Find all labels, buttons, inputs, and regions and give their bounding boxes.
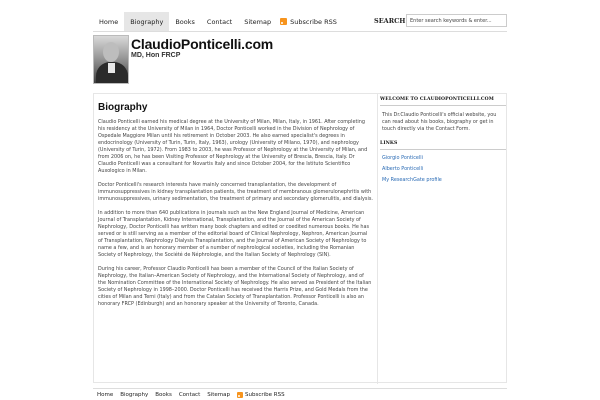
footer-nav-books[interactable]: Books	[155, 392, 172, 398]
bio-paragraph-2: Doctor Ponticelli's research interests have mainly concerned transplantation, the development of immunosuppressives in kidney transplantation patients, the treatment of membranous glomerulonephritis with immunosuppressives, urinary sedimentation, the treatment of primary and secondary glomerulitis, and dialysis.	[98, 182, 373, 202]
welcome-widget-text: This Dr.Claudio Ponticelli's official website, you can read about his books, biography or get in touch directly via the Contact Form.	[382, 112, 497, 132]
footer-navigation	[97, 392, 292, 398]
site-subtitle: MD, Hon FRCP	[131, 52, 181, 59]
sidebar	[380, 97, 506, 183]
content-area	[93, 93, 507, 383]
bio-paragraph-4: During his career, Professor Claudio Ponticelli has been a member of the Council of the Italian Society of Nephrology, the Italian–American Society of Nephrology, and the International Society of Nephrology, and of the Nomination Committee of the International Society of Nephrology. He also served as President of the Italian Society of Nephrology in 1998–2000. Doctor Ponticelli has received the Harris Prize, and Gold Medals from the cities of Milan and Terni (Italy) and from the Catalan Society of Transplantation. Professor Ponticelli is also an honorary FRCP (Edinburgh) and an honorary speaker at the University of Toronto, Canada.	[98, 266, 372, 307]
links-widget-title: LINKS	[380, 141, 506, 150]
link-giorgio-ponticelli[interactable]: Giorgio Ponticelli	[382, 155, 423, 161]
nav-contact[interactable]: Contact	[206, 17, 233, 26]
portrait-collar	[108, 63, 115, 73]
nav-biography[interactable]: Biography	[124, 12, 169, 31]
rss-icon	[280, 18, 287, 25]
bio-paragraph-3: In addition to more than 640 publications in journals such as the New England Journal of Medicine, American Journal of Transplantation, Kidney International, Transplantation, and the Journal of the American Society of Nephrology, Doctor Ponticelli has written many book chapters and edited or coedited numerous books. He has served or is still serving as a member of the editorial board of Clinical Nephrology, Nephron, American Journal of Transplantation, Nephrology Dialysis Transplantation, and the Journal of American Society of Nephrology to name a few, and is an honorary member of a number of nephrological societies, including the Romanian Society of Nephrology, the Société de Néphrologie, and the Italian Society of Nephrology (SIN).	[98, 210, 370, 258]
footer-nav-contact[interactable]: Contact	[178, 392, 201, 398]
site-title[interactable]: ClaudioPonticelli.com	[131, 36, 274, 52]
search-input[interactable]	[406, 14, 507, 27]
bio-paragraph-1: Claudio Ponticelli earned his medical degree at the University of Milan, Milan, Italy, in 1961. After completing his residency at the University of Milan in 1964, Doctor Ponticelli worked in the Division of Nephrology of Ospedale Maggiore Milan until his retirement in October 2003. He also earned specialist's degrees in endocrinology (University of Turin, Turin, Italy, 1963), urology (University of Milano, 1970), and nephrology (University of Turin, 1972). From 1983 to 2003, he was Professor of Nephrology at the University of Milan, and from 2006 on, he has been Visiting Professor of Nephrology at the University of Brescia, Brescia, Italy. Dr Claudio Ponticelli was a consultant for Novartis Italy and since October 2004, for the Istituto Scientifico Auxologico in Milan.	[98, 119, 368, 174]
footer-subscribe-rss[interactable]	[237, 392, 285, 398]
nav-books[interactable]: Books	[175, 17, 195, 26]
main-content	[94, 94, 378, 384]
footer-rss-label: Subscribe RSS	[245, 392, 285, 398]
footer-nav-sitemap[interactable]: Sitemap	[207, 392, 231, 398]
search-label: SEARCH	[374, 17, 406, 25]
nav-home[interactable]: Home	[99, 17, 119, 26]
footer-nav-biography[interactable]: Biography	[120, 392, 149, 398]
nav-sitemap[interactable]: Sitemap	[244, 17, 272, 26]
link-researchgate-profile[interactable]: My ResearchGate profile	[382, 177, 442, 183]
footer-nav-home[interactable]: Home	[97, 392, 114, 398]
author-portrait	[93, 35, 129, 84]
nav-subscribe-rss[interactable]	[277, 12, 343, 31]
rss-label: Subscribe RSS	[290, 17, 337, 26]
link-alberto-ponticelli[interactable]: Alberto Ponticelli	[382, 166, 424, 172]
header-divider	[93, 31, 507, 32]
page-title: Biography	[98, 102, 148, 113]
footer-divider	[93, 388, 507, 389]
rss-icon	[237, 392, 243, 398]
welcome-widget-title: WELCOME TO CLAUDIOPONTICELLI.COM	[380, 97, 506, 106]
portrait-head	[103, 42, 119, 62]
